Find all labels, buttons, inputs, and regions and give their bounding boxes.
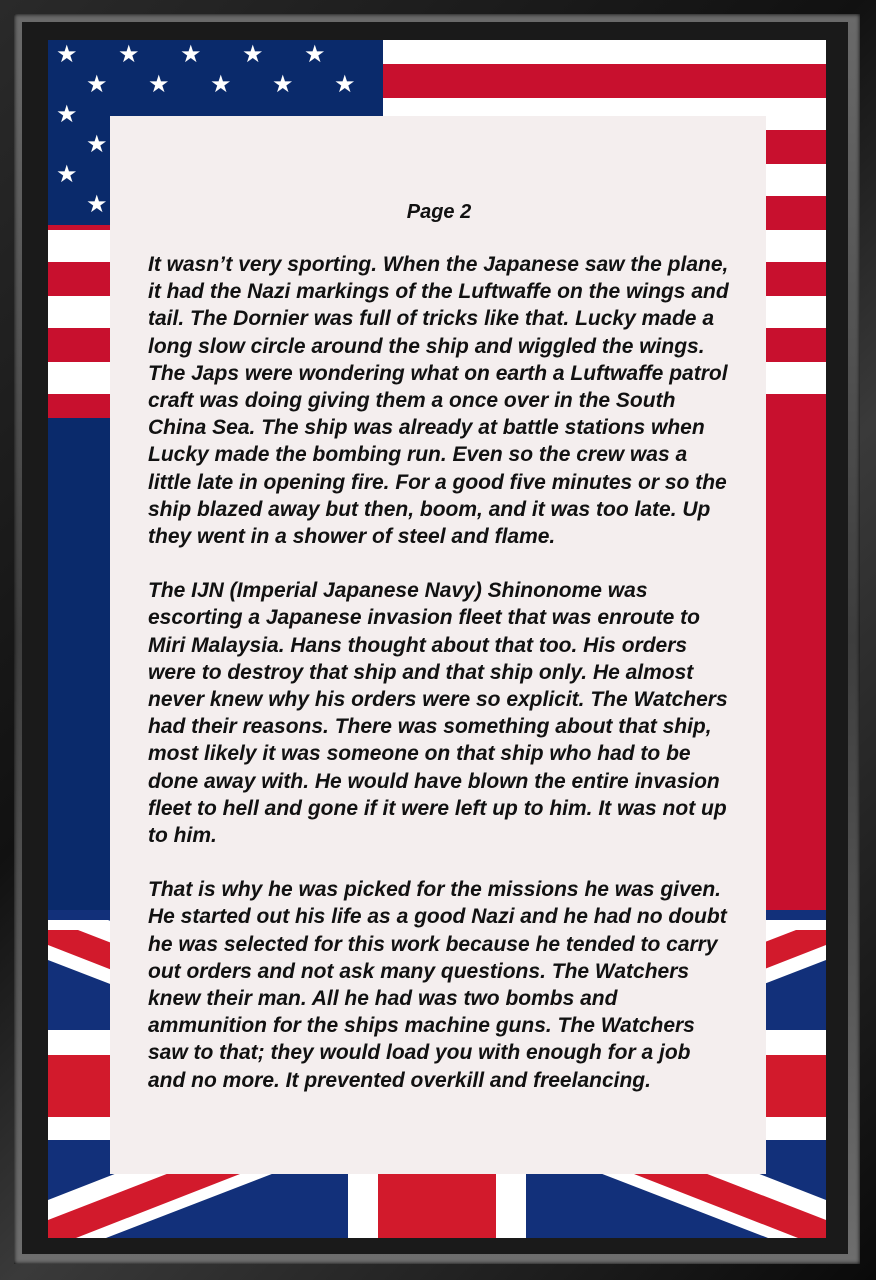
- svg-text:★: ★: [180, 40, 202, 68]
- svg-text:★: ★: [118, 40, 140, 68]
- text-page: [110, 116, 766, 1174]
- svg-text:★: ★: [304, 40, 326, 68]
- svg-text:★: ★: [148, 70, 170, 98]
- paragraph-1: It wasn’t very sporting. When the Japanese saw the plane, it had the Nazi markings of the Luftwaffe on the wings and tail. The Dornier was full of tricks like that. Lucky made a long slow circle around the ship and wiggled the wings. The Japs were wondering what on earth a Luftwaffe patrol craft was doing giving them a once over in the South China Sea. The ship was already at battle stations when Lucky made the bombing run. Even so the crew was a little late in opening fire. For a good five minutes or so the ship blazed away but then, boom, and it was too late. Up they went in a shower of steel and flame.: [148, 253, 729, 549]
- svg-text:★: ★: [242, 40, 264, 68]
- svg-text:★: ★: [86, 190, 108, 218]
- page-number: Page 2: [406, 201, 472, 223]
- svg-text:★: ★: [56, 40, 78, 68]
- paragraph-3: That is why he was picked for the missions he was given. He started out his life as a good Nazi and he had no doubt he was selected for this work because he tended to carry out orders and not ask many questions. The Watchers knew their man. All he had was two bombs and ammunition for the ships machine guns. The Watchers saw to that; they would load you with enough for a job and no more. It prevented overkill and freelancing.: [148, 878, 727, 1092]
- svg-text:★: ★: [86, 70, 108, 98]
- svg-text:★: ★: [56, 160, 78, 188]
- svg-text:★: ★: [272, 70, 294, 98]
- paragraph-2: The IJN (Imperial Japanese Navy) Shinonome was escorting a Japanese invasion fleet that was enroute to Miri Malaysia. Hans thought about that too. His orders were to destroy that ship and that ship only. He almost never knew why his orders were so explicit. The Watchers had their reasons. There was something about that ship, most likely it was someone on that ship who had to be done away with. He would have blown the entire invasion fleet to hell and gone if it were left up to him. It was not up to him.: [148, 579, 728, 848]
- svg-text:★: ★: [334, 70, 356, 98]
- svg-text:★: ★: [86, 130, 108, 158]
- svg-text:★: ★: [56, 100, 78, 128]
- svg-text:★: ★: [210, 70, 232, 98]
